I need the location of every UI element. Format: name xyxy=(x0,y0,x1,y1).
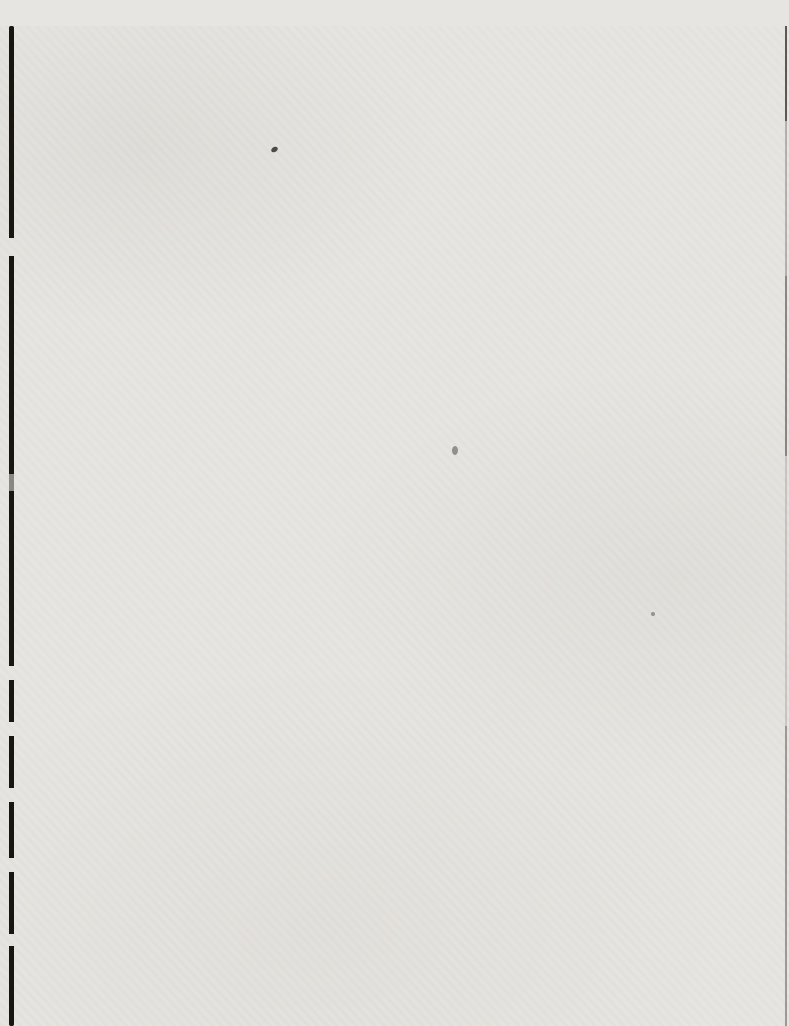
scan-speck xyxy=(452,446,458,455)
scan-speck xyxy=(651,612,655,616)
left-column-rule xyxy=(9,26,14,1026)
newspaper-page-background xyxy=(0,26,789,1026)
right-column-rule xyxy=(785,26,787,1026)
